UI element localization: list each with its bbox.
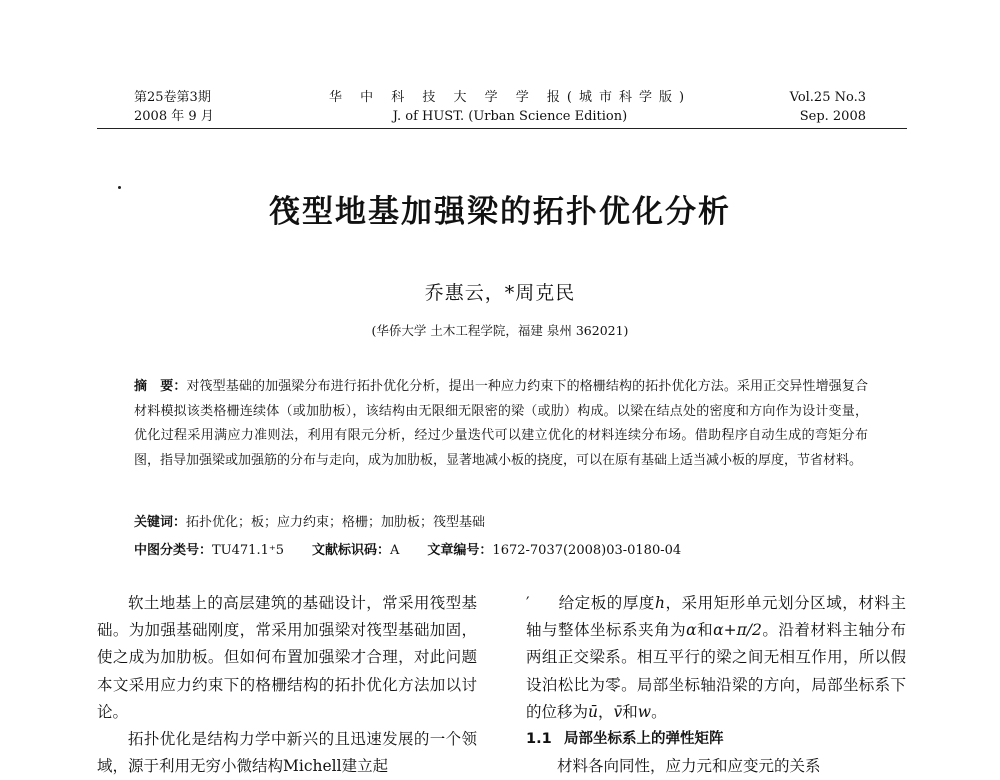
body-paragraph: 软土地基上的高层建筑的基础设计，常采用筏型基础。为加强基础刚度，常采用加强梁对筏型基础加固，使之成为加肋板。但如何布置加强梁才合理，对此问题本文采用应力约束下的格栅结构的拓扑优化方法加以讨论。 [97, 594, 477, 721]
header-issue-block [134, 88, 214, 126]
header-journal-cn: 华 中 科 技 大 学 学 报(城市科学版) [328, 90, 692, 105]
paper-affiliation: (华侨大学 土木工程学院，福建 泉州 362021) [371, 323, 629, 338]
header-journal-en: J. of HUST. (Urban Science Edition) [392, 109, 628, 124]
doc-code: A [390, 543, 400, 558]
header-volume: Vol.25 No.3 [789, 90, 866, 105]
keywords-text: 拓扑优化；板；应力约束；格栅；加肋板；筏型基础 [186, 515, 486, 530]
body-paragraph: ′ 给定板的厚度h，采用矩形单元划分区域，材料主轴与整体坐标系夹角为α和α+π/2。沿着材料主轴分布两组正交梁系。相互平行的梁之间无相互作用，所以假设泊松比为零。局部坐标轴沿梁的方向，局部坐标系下的位移为ū，v̄和w。 [526, 590, 906, 726]
section-heading [526, 726, 906, 753]
section-number: 1.1 [526, 731, 552, 748]
article-number: 1672-7037(2008)03-0180-04 [492, 543, 682, 558]
body-paragraph: 材料各向同性，应力元和应变元的关系 [557, 757, 821, 776]
header-volume-block [790, 88, 866, 126]
stray-mark: ′ [526, 594, 530, 612]
doc-code-label: 文献标识码： [312, 543, 391, 558]
abstract-label: 摘 要： [134, 379, 187, 394]
paper-authors: 乔惠云，*周克民 [424, 282, 576, 304]
math-v-bar: v̄ [613, 702, 623, 721]
header-date-en: Sep. 2008 [799, 109, 866, 124]
paper-title: 筏型地基加强梁的拓扑优化分析 [269, 194, 731, 230]
header-journal-block [300, 88, 720, 126]
body-paragraph: 拓扑优化是结构力学中新兴的且迅速发展的一个领域，源于利用无穷小微结构Michell建立起 [97, 730, 477, 776]
math-w: w [637, 702, 652, 721]
keywords [134, 511, 485, 530]
math-h: h [654, 594, 665, 612]
body-column-right [526, 590, 906, 780]
body-column-left [97, 590, 477, 780]
header-rule [97, 128, 907, 129]
header-date: 2008 年 9 月 [134, 109, 214, 124]
keywords-label: 关键词： [134, 515, 187, 530]
math-alpha: α [686, 621, 697, 640]
section-title: 局部坐标系上的弹性矩阵 [564, 731, 724, 748]
clc-number: TU471.1⁺5 [212, 543, 284, 558]
abstract [134, 375, 868, 473]
math-alpha-plus-half-pi: α+π/2 [713, 621, 762, 640]
math-u-bar: ū [588, 702, 598, 721]
clc-label: 中图分类号： [134, 543, 213, 558]
classification-line [134, 539, 681, 558]
article-number-label: 文章编号： [427, 543, 493, 558]
header-issue: 第25卷第3期 [134, 90, 211, 105]
abstract-text: 对筏型基础的加强梁分布进行拓扑优化分析，提出一种应力约束下的格栅结构的拓扑优化方法。采用正交异性增强复合材料模拟该类格栅连续体（或加肋板），该结构由无限细无限密的梁（或肋）构成。以梁在结点处的密度和方向作为设计变量，优化过程采用满应力准则法，利用有限元分析，经过少量迭代可以建立优化的材料连续分布场。借助程序自动生成的弯矩分布图，指导加强梁或加强筋的分布与走向，成为加肋板，显著地减小板的挠度，可以在原有基础上适当减小板的厚度，节省材料。 [134, 379, 868, 468]
